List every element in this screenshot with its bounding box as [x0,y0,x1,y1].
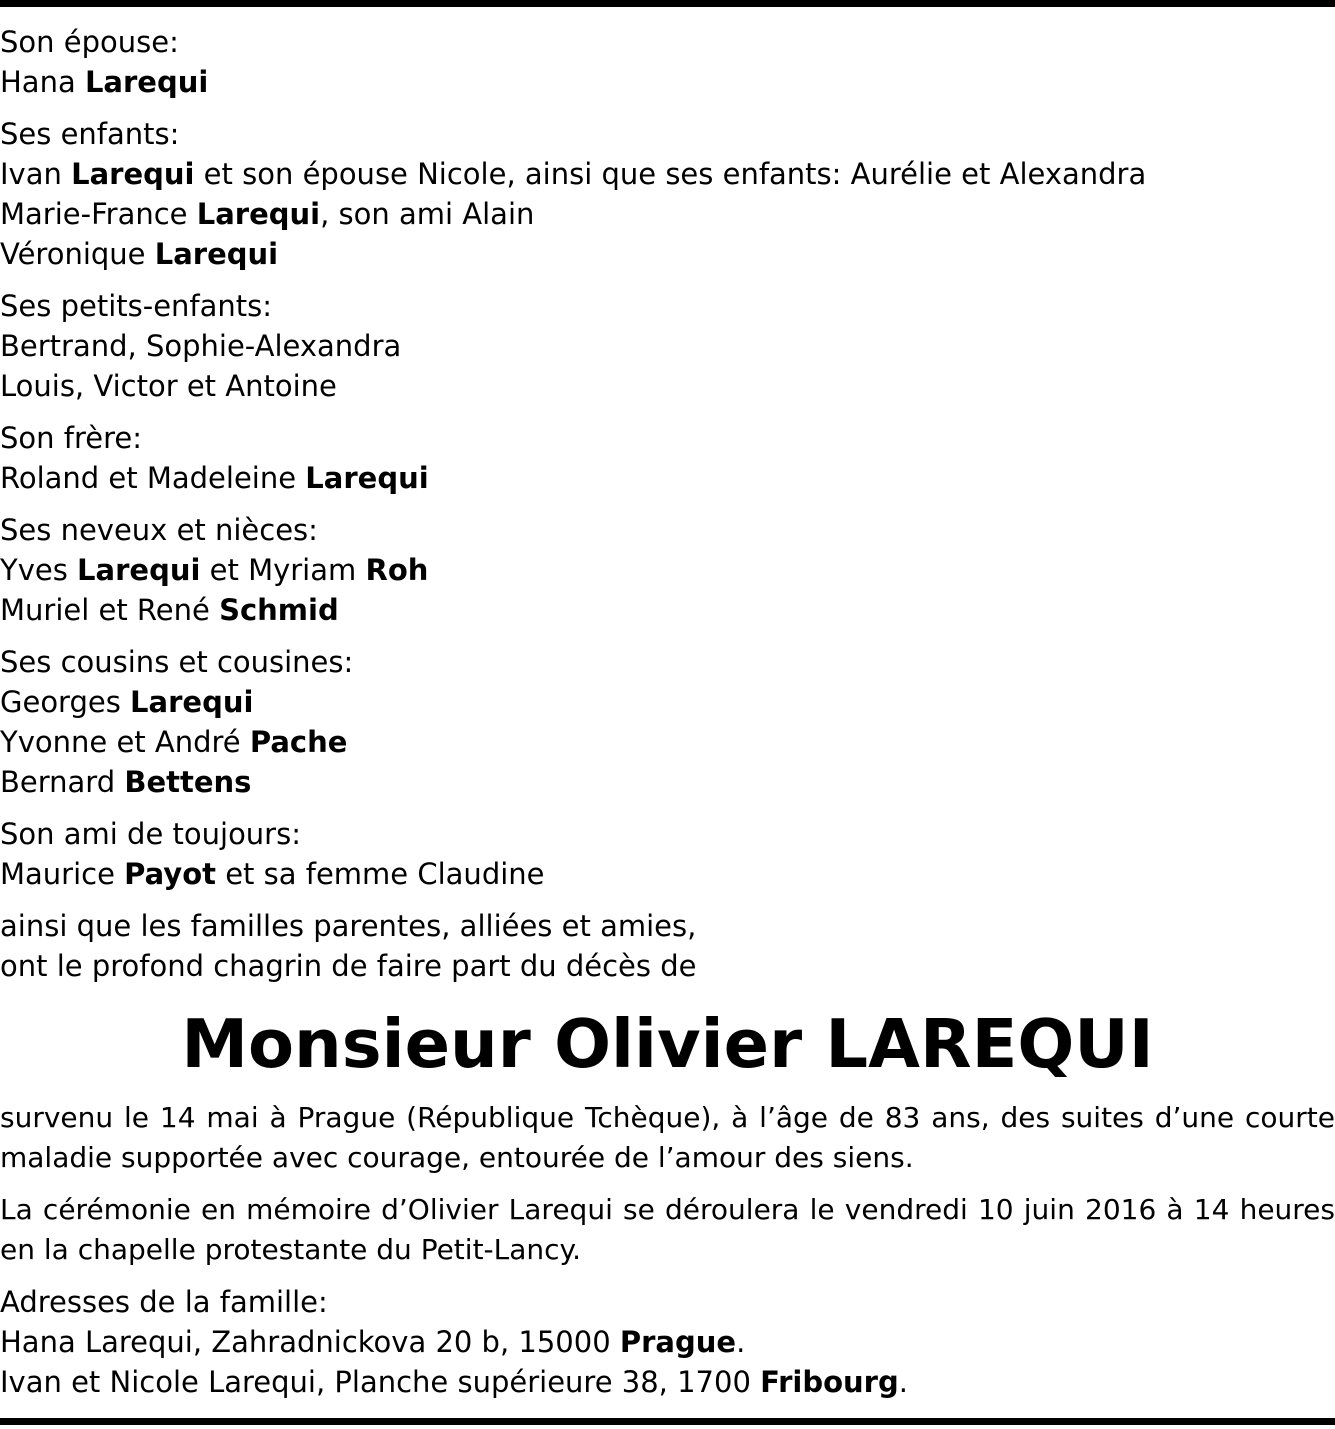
text-line [0,854,1335,894]
text-line [0,154,1335,194]
relation-heading: Ses cousins et cousines: [0,645,354,679]
family-addresses [0,1282,1335,1402]
text-line [0,1362,1335,1402]
text-segment: Yves [0,553,78,587]
family-name: Larequi [130,685,254,719]
text-segment: Muriel et René [0,593,220,627]
addresses-heading: Adresses de la famille: [0,1285,328,1319]
closing-text [0,906,1335,986]
relation-group [0,286,1335,406]
family-name: Larequi [305,461,429,495]
text-line [0,762,1335,802]
text-segment: Bernard [0,765,125,799]
text-segment: et son épouse Nicole, ainsi que ses enfants: Aurélie et Alexandra [194,157,1147,191]
bottom-rule [0,1418,1335,1425]
family-name: Prague [619,1325,737,1359]
deceased-name: Monsieur Olivier LAREQUI [181,1005,1154,1083]
text-segment: Ivan et Nicole Larequi, Planche supérieure 38, 1700 [0,1365,761,1399]
relation-heading: Son ami de toujours: [0,817,301,851]
text-segment: Georges [0,685,131,719]
text-line [0,682,1335,722]
text-line [0,1322,1335,1362]
top-rule [0,0,1335,7]
relation-group [0,510,1335,630]
relation-heading: Ses enfants: [0,117,180,151]
family-name: Fribourg [760,1365,899,1399]
family-name: Larequi [196,197,321,231]
text-segment: Hana [0,65,85,99]
death-details-paragraph: survenu le 14 mai à Prague (République Tchèque), à l’âge de 83 ans, des suites d’une courte maladie supportée avec courage, entourée de l’amour des siens. [0,1101,1335,1174]
family-name: Larequi [154,237,279,271]
closing-line: ainsi que les familles parentes, alliées et amies, [0,909,697,943]
text-segment: Bertrand, Sophie-Alexandra [0,329,402,363]
closing-line: ont le profond chagrin de faire part du décès de [0,949,697,983]
relation-heading: Ses neveux et nièces: [0,513,318,547]
relation-group [0,642,1335,802]
relation-group [0,114,1335,274]
text-segment: . [736,1325,746,1359]
text-segment: , son ami Alain [320,197,535,231]
text-line [0,62,1335,102]
text-segment: Roland et Madeleine [0,461,306,495]
family-name: Larequi [84,65,209,99]
family-name: Bettens [124,765,252,799]
relation-group [0,418,1335,498]
text-segment: Hana Larequi, Zahradnickova 20 b, 15000 [0,1325,620,1359]
text-line [0,234,1335,274]
text-line [0,458,1335,498]
text-segment: et Myriam [200,553,366,587]
text-line [0,590,1335,630]
relation-heading: Ses petits-enfants: [0,289,273,323]
text-line [0,722,1335,762]
family-name: Roh [365,553,429,587]
obituary-notice [0,22,1335,1414]
mourners-list [0,22,1335,894]
family-name: Pache [249,725,348,759]
text-segment: et sa femme Claudine [216,857,545,891]
family-name: Schmid [219,593,339,627]
text-segment: Yvonne et André [0,725,250,759]
ceremony-paragraph: La cérémonie en mémoire d’Olivier Larequi se déroulera le vendredi 10 juin 2016 à 14 heures en la chapelle protestante du Petit-Lancy. [0,1193,1335,1266]
family-name: Larequi [77,553,201,587]
relation-heading: Son épouse: [0,25,179,59]
relation-group [0,22,1335,102]
text-line [0,550,1335,590]
text-segment: . [898,1365,908,1399]
family-name: Payot [124,857,216,891]
text-line [0,194,1335,234]
text-segment: Louis, Victor et Antoine [0,369,337,403]
text-line [0,366,1335,406]
text-segment: Ivan [0,157,72,191]
text-segment: Maurice [0,857,125,891]
text-segment: Marie-France [0,197,197,231]
text-line [0,326,1335,366]
relation-heading: Son frère: [0,421,142,455]
text-segment: Véronique [0,237,155,271]
relation-group [0,814,1335,894]
family-name: Larequi [71,157,195,191]
